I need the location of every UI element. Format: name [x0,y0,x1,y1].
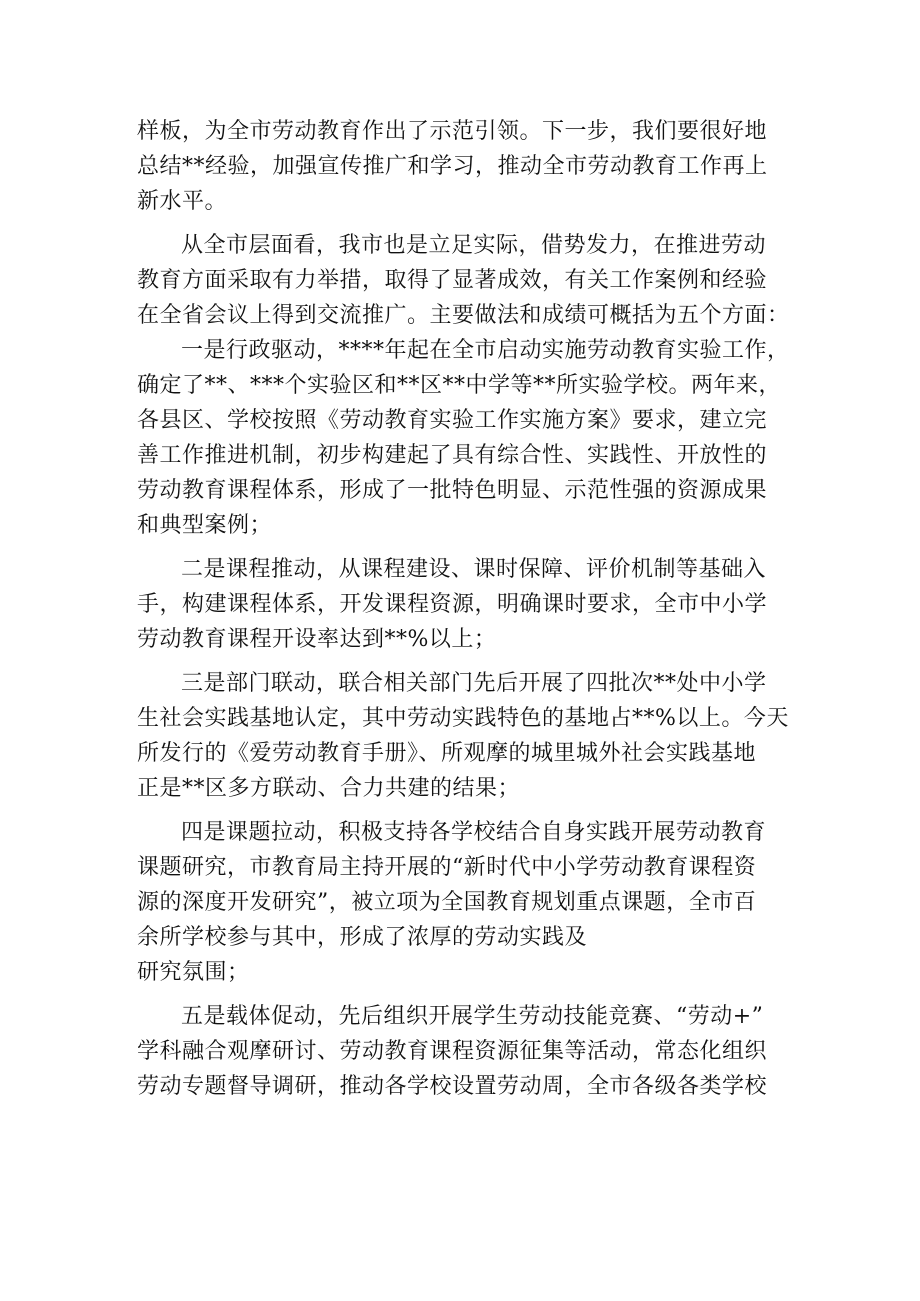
text-line-21: 课题研究，市教育局主持开展的“新时代中小学劳动教育课程资 [137,855,757,880]
text-line-17: 生社会实践基地认定，其中劳动实践特色的基地占**%以上。今天 [137,706,789,731]
text-line-16: 三是部门联动，联合相关部门先后开展了四批次**处中小学 [181,671,767,696]
text-line-5: 教育方面采取有力举措，取得了显著成效，有关工作案例和经验 [137,268,768,293]
text-line-23: 余所学校参与其中，形成了浓厚的劳动实践及 [137,925,588,950]
text-line-11: 劳动教育课程体系，形成了一批特色明显、示范性强的资源成果 [137,478,768,503]
text-line-18: 所发行的《爱劳动教育手册》、所观摩的城里城外社会实践基地 [137,741,757,766]
text-line-27: 劳动专题督导调研，推动各学校设置劳动周，全市各级各类学校 [137,1074,768,1099]
text-line-25: 五是载体促动，先后组织开展学生劳动技能竞赛、“劳动+” [181,1004,764,1029]
text-line-6: 在全省会议上得到交流推广。主要做法和成绩可概括为五个方面： [137,303,790,328]
text-line-14: 手，构建课程体系，开发课程资源，明确课时要求，全市中小学 [137,592,768,617]
text-line-13: 二是课程推动，从课程建设、课时保障、评价机制等基础入 [181,557,767,582]
text-line-26: 学科融合观摩研讨、劳动教育课程资源征集等活动，常态化组织 [137,1039,768,1064]
text-line-20: 四是课题拉动，积极支持各学校结合自身实践开展劳动教育 [181,820,767,845]
text-line-19: 正是**区多方联动、合力共建的结果； [137,776,521,801]
text-line-7: 一是行政驱动，****年起在全市启动实施劳动教育实验工作， [181,338,790,363]
text-line-10: 善工作推进机制，初步构建起了具有综合性、实践性、开放性的 [137,443,768,468]
text-line-22: 源的深度开发研究”，被立项为全国教育规划重点课题，全市百 [137,890,757,915]
text-line-9: 各县区、学校按照《劳动教育实验工作实施方案》要求，建立完 [137,408,768,433]
text-line-4: 从全市层面看，我市也是立足实际，借势发力，在推进劳动 [181,233,767,258]
text-line-12: 和典型案例； [137,513,273,538]
text-line-3: 新水平。 [137,189,228,214]
text-line-1: 样板，为全市劳动教育作出了示范引领。下一步，我们要很好地 [137,119,768,144]
text-line-2: 总结**经验，加强宣传推广和学习，推动全市劳动教育工作再上 [137,154,768,179]
text-line-15: 劳动教育课程开设率达到**%以上； [137,627,497,652]
text-line-24: 研究氛围； [137,960,250,985]
text-line-8: 确定了**、***个实验区和**区**中学等**所实验学校。两年来， [137,373,782,398]
